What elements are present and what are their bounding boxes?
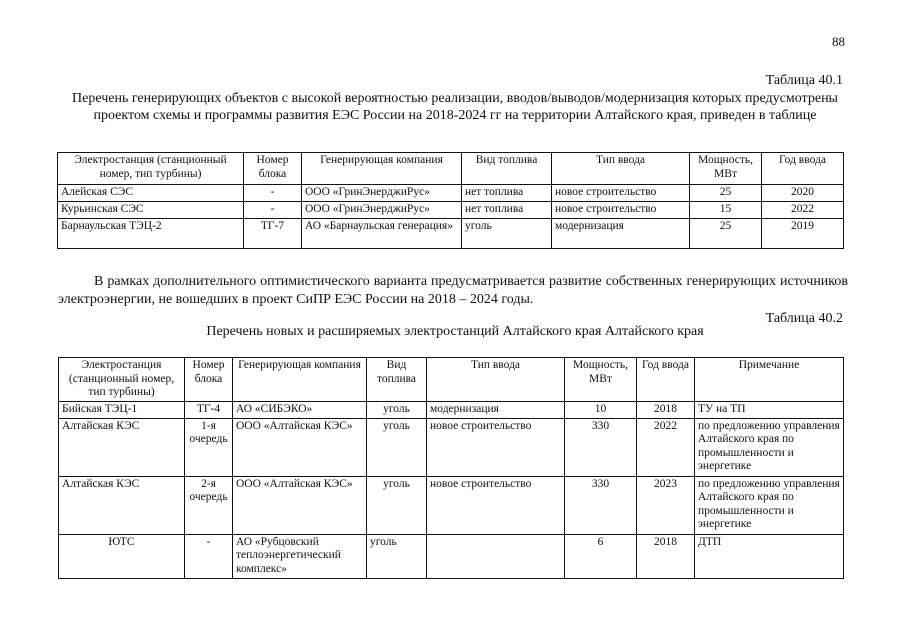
table2-header-cell: Генерирующая компания — [233, 358, 367, 402]
table-cell: 2018 — [637, 534, 695, 578]
table-cell: новое строительство — [427, 418, 565, 476]
table1-title: Перечень генерирующих объектов с высокой вероятностью реализации, вводов/выводов/модернизация которых предусмотрены проектом схемы и программы развития ЕЭС России на 2018-2024 гг на территории Алтайского края, приведен в таблице — [72, 91, 838, 123]
table-row — [59, 402, 844, 419]
table-cell: 2022 — [762, 202, 844, 219]
table-cell: 2022 — [637, 418, 695, 476]
table1-header-cell: Генерирующая компания — [302, 153, 462, 185]
table2-header-row — [59, 358, 844, 402]
table-cell: новое строительство — [427, 476, 565, 534]
table-cell: по предложению управления Алтайского края по промышленности и энергетике — [695, 476, 844, 534]
table-cell: 330 — [565, 418, 637, 476]
table-cell: Бийская ТЭЦ-1 — [59, 402, 185, 419]
table-cell: Курьинская СЭС — [58, 202, 244, 219]
table1-header-cell: Электростанция (станционный номер, тип турбины) — [58, 153, 244, 185]
table-cell: - — [185, 534, 233, 578]
table-cell: уголь — [367, 418, 427, 476]
table-cell: новое строительство — [552, 202, 690, 219]
table-cell: - — [244, 185, 302, 202]
table-cell: Алтайская КЭС — [59, 476, 185, 534]
table2-header-cell: Вид топлива — [367, 358, 427, 402]
table-cell: уголь — [462, 219, 552, 249]
table-row — [58, 185, 844, 202]
table2-header-cell: Электростанция (станционный номер, тип турбины) — [59, 358, 185, 402]
table-cell: уголь — [367, 402, 427, 419]
table1-header-cell: Мощность, МВт — [690, 153, 762, 185]
table-cell: ТГ-7 — [244, 219, 302, 249]
table-cell: 10 — [565, 402, 637, 419]
table1-header-cell: Год ввода — [762, 153, 844, 185]
table-row — [59, 534, 844, 578]
table-cell: - — [244, 202, 302, 219]
table-cell: Алейская СЭС — [58, 185, 244, 202]
table-cell: 1-я очередь — [185, 418, 233, 476]
table1-header-cell: Вид топлива — [462, 153, 552, 185]
table-cell: нет топлива — [462, 202, 552, 219]
table2 — [58, 357, 844, 579]
table-row — [59, 418, 844, 476]
table-cell: 25 — [690, 219, 762, 249]
table-cell: Алтайская КЭС — [59, 418, 185, 476]
table-cell: 25 — [690, 185, 762, 202]
table-row — [59, 476, 844, 534]
table-cell: ООО «ГринЭнерджиРус» — [302, 185, 462, 202]
table1-header-cell: Тип ввода — [552, 153, 690, 185]
table2-title: Перечень новых и расширяемых электростанций Алтайского края Алтайского края — [206, 324, 704, 339]
table-cell: Барнаульская ТЭЦ-2 — [58, 219, 244, 249]
table-cell: 2023 — [637, 476, 695, 534]
table-cell: модернизация — [552, 219, 690, 249]
table-cell: ООО «Алтайская КЭС» — [233, 418, 367, 476]
table-cell: АО «СИБЭКО» — [233, 402, 367, 419]
table-cell: 6 — [565, 534, 637, 578]
table2-header-cell: Тип ввода — [427, 358, 565, 402]
table-cell: 2020 — [762, 185, 844, 202]
table-cell: 2018 — [637, 402, 695, 419]
table-cell: ТГ-4 — [185, 402, 233, 419]
table-cell: модернизация — [427, 402, 565, 419]
table-cell: нет топлива — [462, 185, 552, 202]
table-row — [58, 202, 844, 219]
table-cell: уголь — [367, 534, 427, 578]
table-cell: 330 — [565, 476, 637, 534]
table1 — [57, 152, 844, 249]
table2-header-cell: Мощность, МВт — [565, 358, 637, 402]
table-cell: ТУ на ТП — [695, 402, 844, 419]
body-paragraph — [58, 273, 848, 309]
table-cell: 2-я очередь — [185, 476, 233, 534]
table1-header-cell: Номер блока — [244, 153, 302, 185]
table-cell: по предложению управления Алтайского края по промышленности и энергетике — [695, 418, 844, 476]
table-cell: АО «Рубцовский теплоэнергетический комплекс» — [233, 534, 367, 578]
table1-caption: Таблица 40.1 — [765, 73, 843, 88]
table-cell: ДТП — [695, 534, 844, 578]
table-cell — [427, 534, 565, 578]
table-cell: 2019 — [762, 219, 844, 249]
table2-caption: Таблица 40.2 — [765, 311, 843, 326]
table-cell: ООО «ГринЭнерджиРус» — [302, 202, 462, 219]
table-row — [58, 219, 844, 249]
table-cell: новое строительство — [552, 185, 690, 202]
paragraph-text: В рамках дополнительного оптимистического варианта предусматривается развитие собственных генерирующих источников электроэнергии, не вошедших в проект СиПР ЕЭС России на 2018 – 2024 годы. — [58, 274, 848, 307]
table2-header-cell: Номер блока — [185, 358, 233, 402]
table1-header-row — [58, 153, 844, 185]
page-number: 88 — [832, 34, 845, 49]
table-cell: 15 — [690, 202, 762, 219]
table-cell: уголь — [367, 476, 427, 534]
table2-header-cell: Примечание — [695, 358, 844, 402]
table-cell: ЮТС — [59, 534, 185, 578]
table-cell: АО «Барнаульская генерация» — [302, 219, 462, 249]
table2-header-cell: Год ввода — [637, 358, 695, 402]
table-cell: ООО «Алтайская КЭС» — [233, 476, 367, 534]
